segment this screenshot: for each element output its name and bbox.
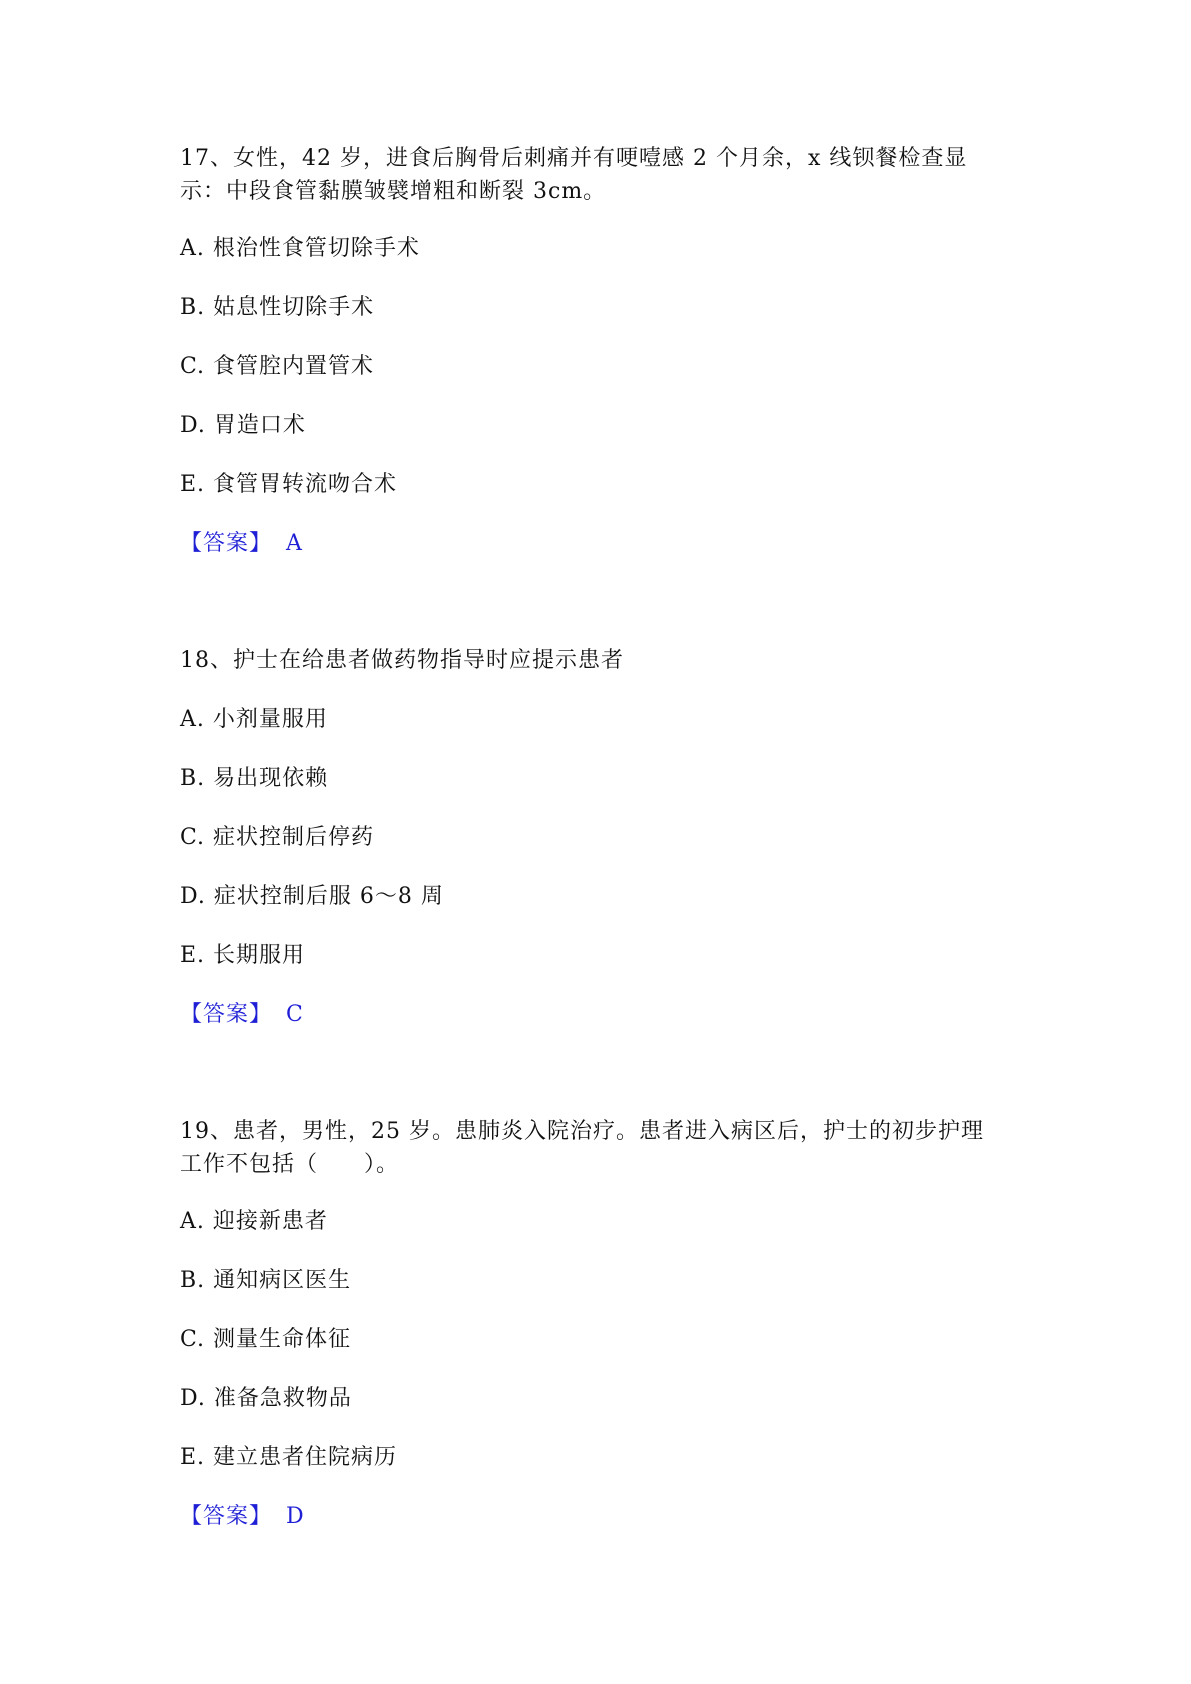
option-c: C. 测量生命体征 bbox=[180, 1327, 352, 1352]
question-stem-line: 工作不包括（ ）。 bbox=[180, 1152, 400, 1177]
option-d: D. 症状控制后服 6～8 周 bbox=[180, 884, 444, 909]
answer-value: A bbox=[286, 531, 303, 556]
option-c: C. 症状控制后停药 bbox=[180, 825, 375, 850]
option-b: B. 易出现依赖 bbox=[180, 766, 329, 791]
question-stem-line: 17、女性，42 岁，进食后胸骨后刺痛并有哽噎感 2 个月余，x 线钡餐检查显 bbox=[180, 146, 968, 171]
answer-line bbox=[180, 528, 303, 560]
answer-label: 【答案】 bbox=[180, 1504, 273, 1529]
option-e: E. 长期服用 bbox=[180, 943, 306, 968]
answer-line bbox=[180, 999, 304, 1031]
option-d: D. 准备急救物品 bbox=[180, 1386, 352, 1411]
option-e: E. 食管胃转流吻合术 bbox=[180, 472, 398, 497]
answer-value: D bbox=[286, 1504, 305, 1529]
answer-line bbox=[180, 1501, 305, 1533]
option-b: B. 通知病区医生 bbox=[180, 1268, 352, 1293]
option-e: E. 建立患者住院病历 bbox=[180, 1445, 398, 1470]
question-stem-line: 示：中段食管黏膜皱襞增粗和断裂 3cm。 bbox=[180, 179, 607, 204]
answer-value: C bbox=[286, 1002, 304, 1027]
option-c: C. 食管腔内置管术 bbox=[180, 354, 375, 379]
answer-label: 【答案】 bbox=[180, 1002, 273, 1027]
option-a: A. 小剂量服用 bbox=[180, 707, 328, 732]
option-d: D. 胃造口术 bbox=[180, 413, 306, 438]
question-stem-line: 19、患者，男性，25 岁。患肺炎入院治疗。患者进入病区后，护士的初步护理 bbox=[180, 1119, 984, 1144]
option-b: B. 姑息性切除手术 bbox=[180, 295, 375, 320]
option-a: A. 迎接新患者 bbox=[180, 1209, 328, 1234]
question-stem-line: 18、护士在给患者做药物指导时应提示患者 bbox=[180, 648, 624, 673]
option-a: A. 根治性食管切除手术 bbox=[180, 236, 420, 261]
answer-label: 【答案】 bbox=[180, 531, 273, 556]
